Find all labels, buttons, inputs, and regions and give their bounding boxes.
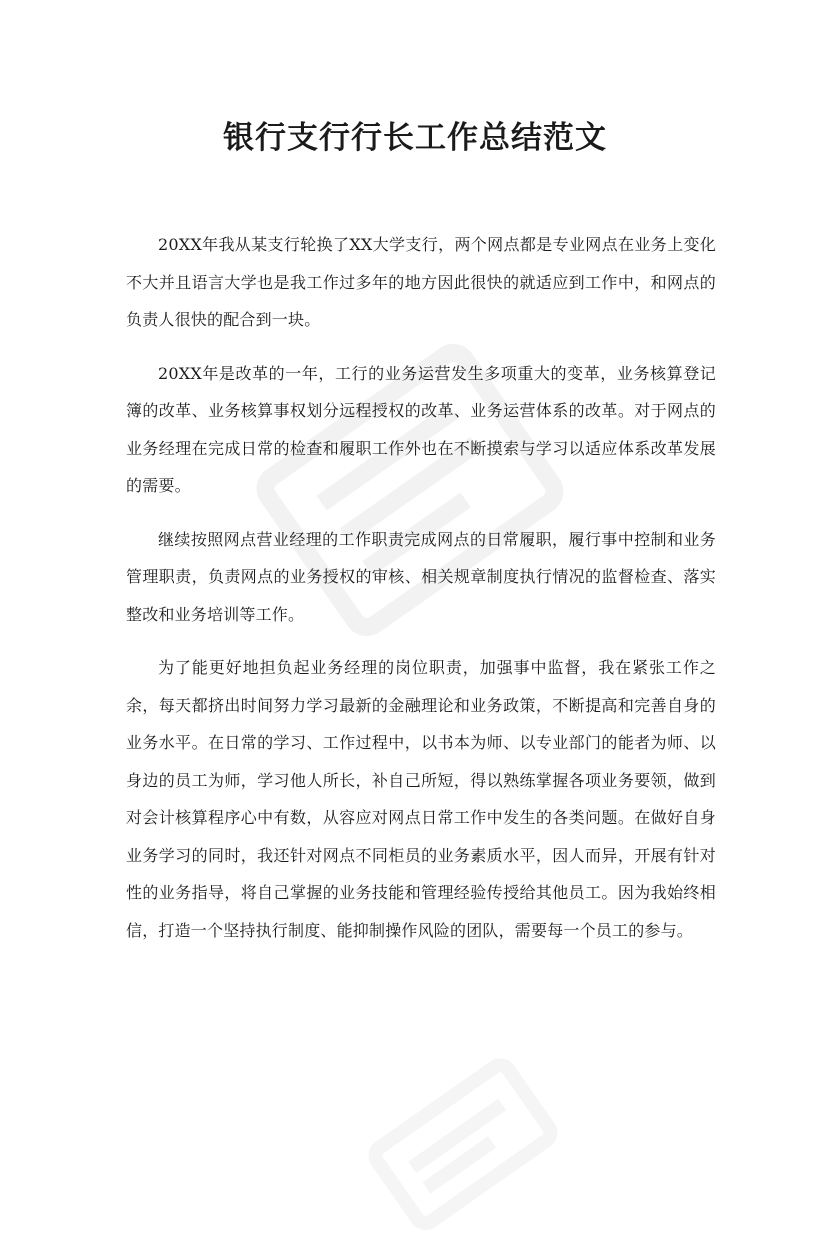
paragraph: 20XX年是改革的一年，工行的业务运营发生多项重大的变革，业务核算登记簿的改革、业务核算事权划分远程授权的改革、业务运营体系的改革。对于网点的业务经理在完成日常的检查和履职工作外也在不断摸索与学习以适应体系改革发展的需要。 (126, 363, 716, 495)
page-title: 银行支行行长工作总结范文 (223, 120, 607, 156)
paragraph: 为了能更好地担负起业务经理的岗位职责，加强事中监督，我在紧张工作之余，每天都挤出时间努力学习最新的金融理论和业务政策，不断提高和完善自身的业务水平。在日常的学习、工作过程中，以书本为师、以专业部门的能者为师、以身边的员工为师，学习他人所长，补自己所短，得以熟练掌握各项业务要领，做到对会计核算程序心中有数，从容应对网点日常工作中发生的各类问题。在做好自身业务学习的同时，我还针对网点不同柜员的业务素质水平，因人而异，开展有针对性的业务指导，将自己掌握的业务技能和管理经验传授给其他员工。因为我始终相信，打造一个坚持执行制度、能抑制操作风险的团队，需要每一个员工的参与。 (126, 658, 716, 940)
watermark-logo-icon (344, 1033, 577, 1246)
document-body (126, 226, 716, 965)
paragraph: 继续按照网点营业经理的工作职责完成网点的日常履职，履行事中控制和业务管理职责，负责网点的业务授权的审核、相关规章制度执行情况的监督检查、落实整改和业务培训等工作。 (126, 529, 716, 624)
paragraph: 20XX年我从某支行轮换了XX大学支行，两个网点都是专业网点在业务上变化不大并且语言大学也是我工作过多年的地方因此很快的就适应到工作中，和网点的负责人很快的配合到一块。 (126, 235, 716, 329)
